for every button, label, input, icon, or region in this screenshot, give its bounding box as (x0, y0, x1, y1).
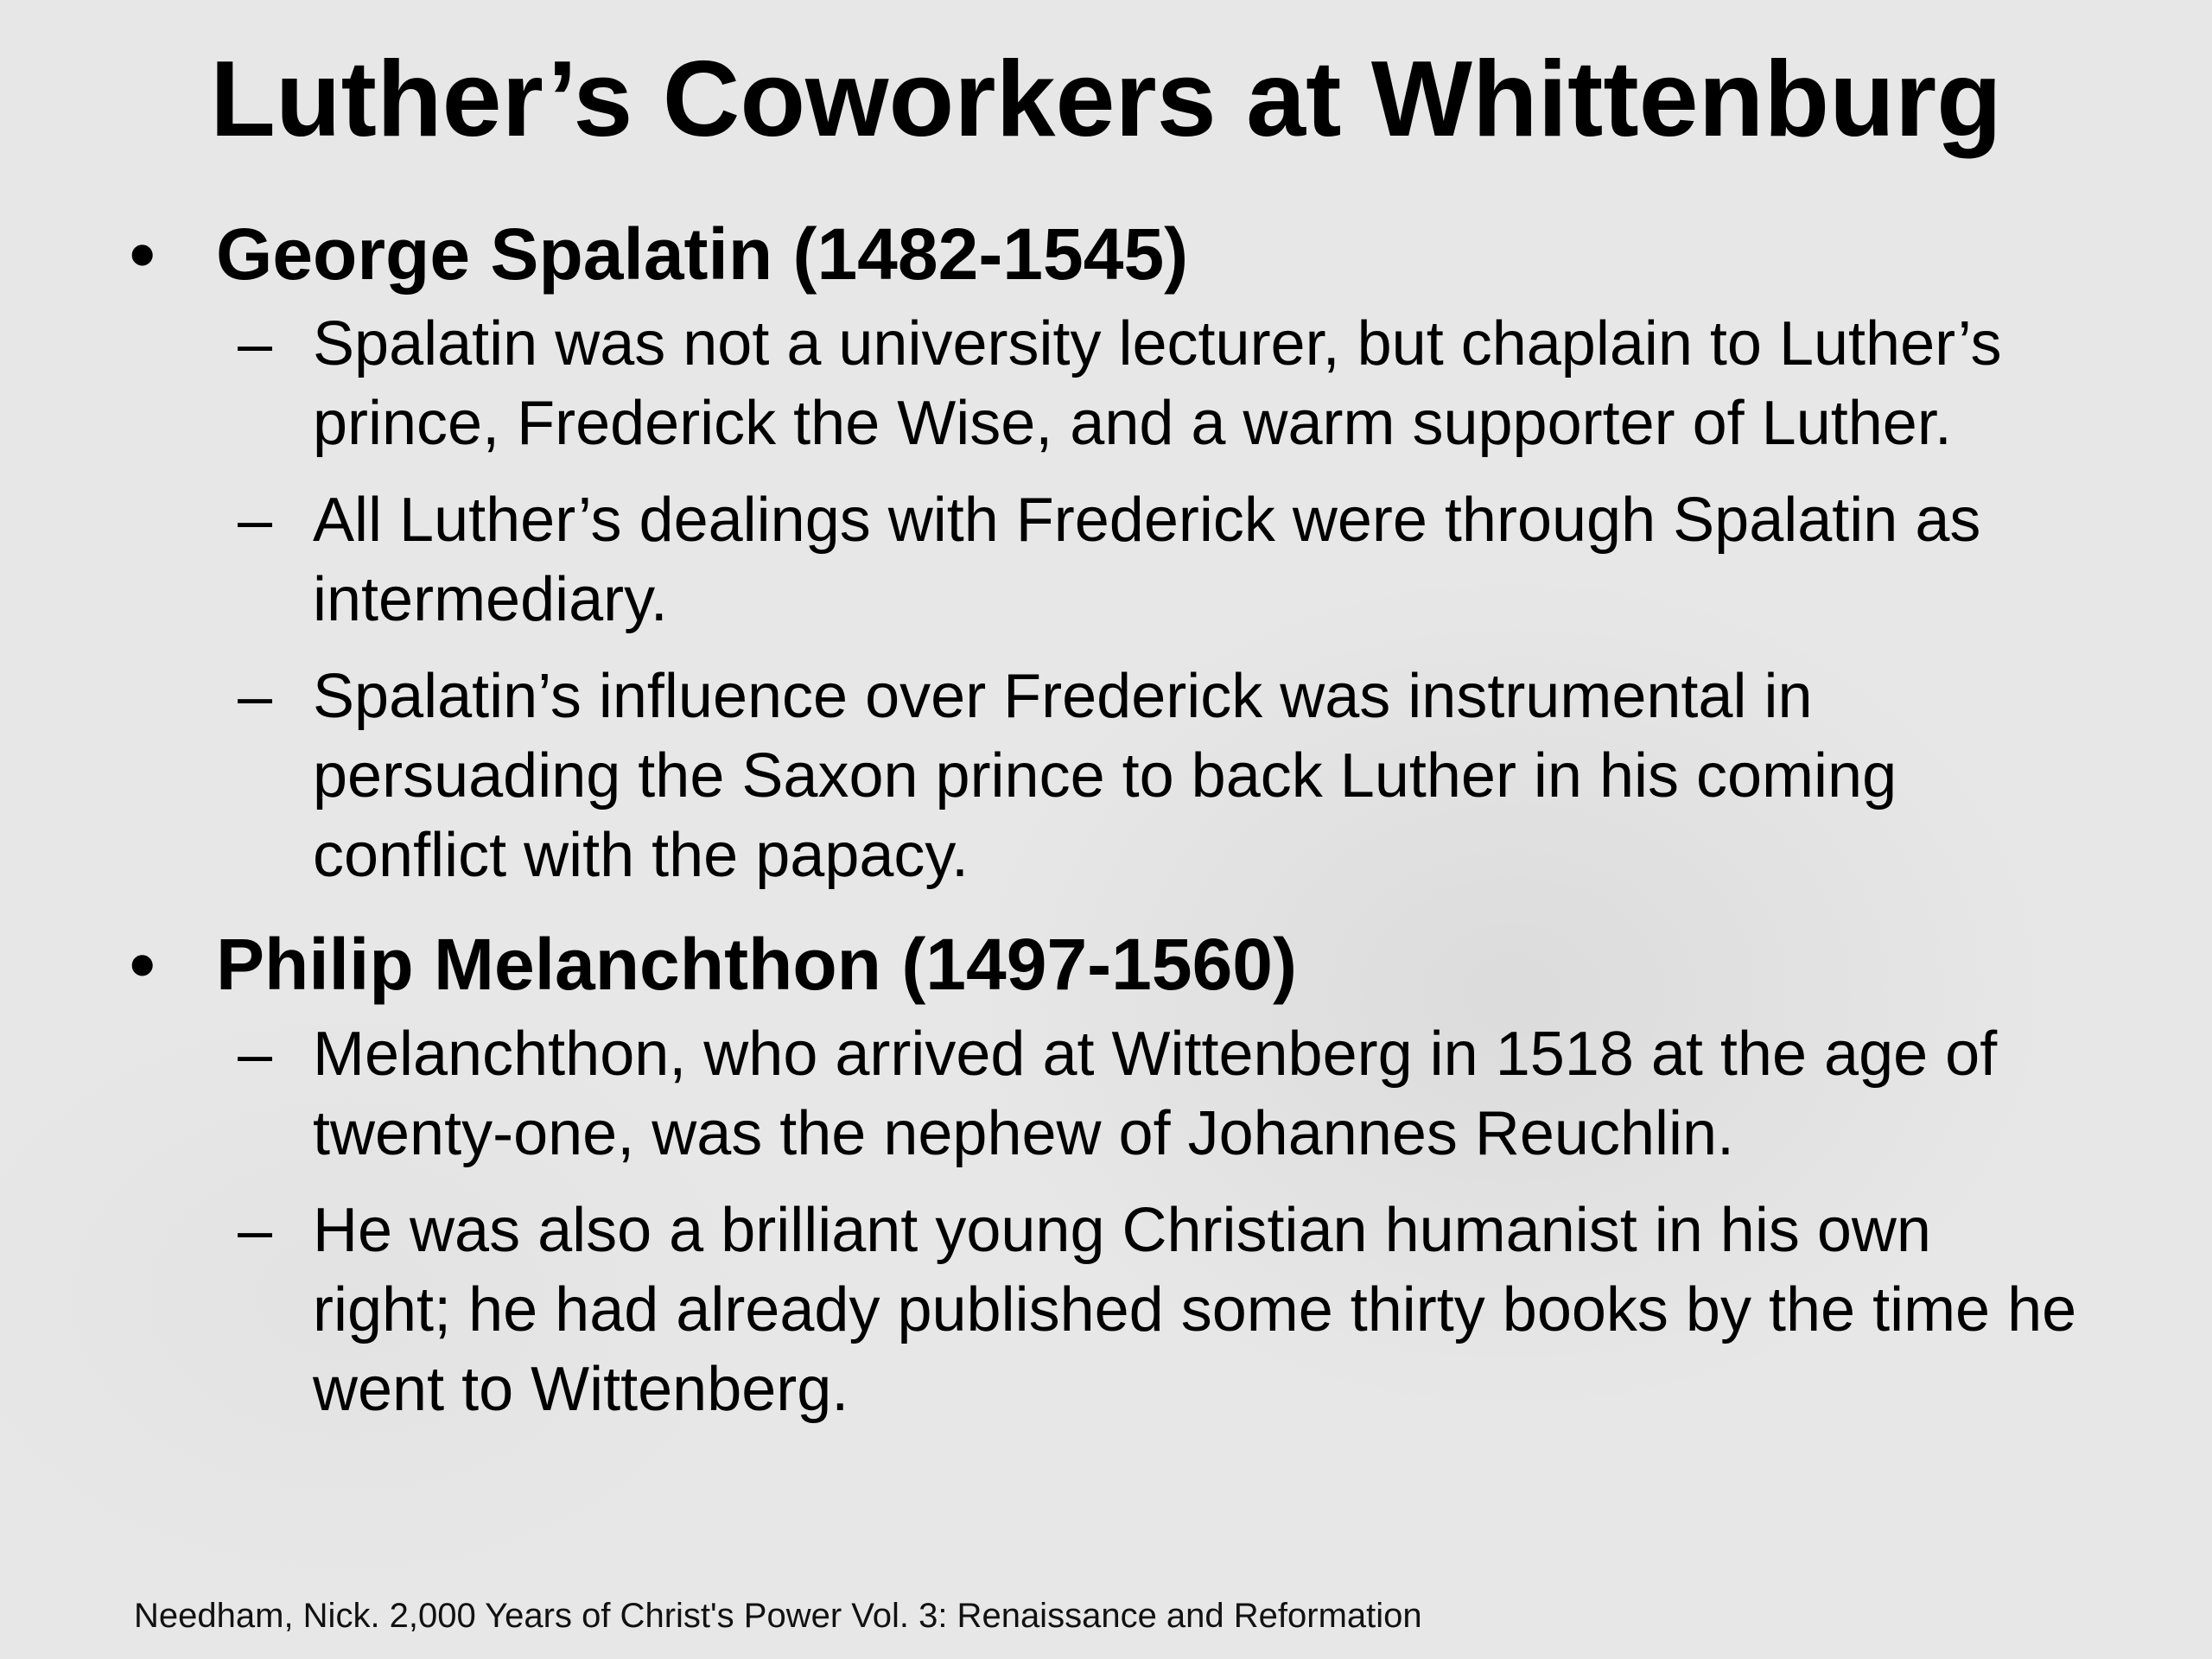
dash-icon: – (238, 1020, 273, 1089)
sub-point-text: Spalatin was not a university lecturer, but chaplain to Luther’s prince, Frederick the Wise, and a warm supporter of Luther. (313, 309, 2002, 458)
slide-content (130, 206, 2082, 1446)
sub-point-text: He was also a brilliant young Christian humanist in his own right; he had already published some thirty books by the time he went to Wittenberg. (313, 1196, 2077, 1424)
sub-point-text: Spalatin’s influence over Frederick was instrumental in persuading the Saxon prince to back Luther in his coming conflict with the papacy. (313, 662, 1897, 890)
dash-icon: – (238, 486, 273, 555)
sub-point-text: Melanchthon, who arrived at Wittenberg in 1518 at the age of twenty-one, was the nephew of Johannes Reuchlin. (313, 1020, 1998, 1168)
sub-point-text: All Luther’s dealings with Frederick were through Spalatin as intermediary. (313, 486, 1981, 634)
dash-icon: – (238, 1196, 273, 1265)
section-heading-melanchthon (130, 916, 2082, 1013)
slide-title: Luther’s Coworkers at Whittenburg (210, 40, 2002, 159)
dash-icon: – (238, 309, 273, 378)
citation: Needham, Nick. 2,000 Years of Christ's Power Vol. 3: Renaissance and Reformation (134, 1597, 1422, 1635)
bullet-icon: • (130, 924, 156, 1005)
section-heading-text: Philip Melanchthon (1497-1560) (216, 924, 1297, 1005)
sub-point (130, 480, 2082, 639)
sub-point (130, 304, 2082, 463)
section-heading-text: George Spalatin (1482-1545) (216, 213, 1189, 295)
section-heading-spalatin (130, 206, 2082, 302)
dash-icon: – (238, 662, 273, 731)
sub-point (130, 1014, 2082, 1173)
sub-point (130, 1191, 2082, 1429)
sub-point (130, 657, 2082, 895)
bullet-icon: • (130, 213, 156, 295)
